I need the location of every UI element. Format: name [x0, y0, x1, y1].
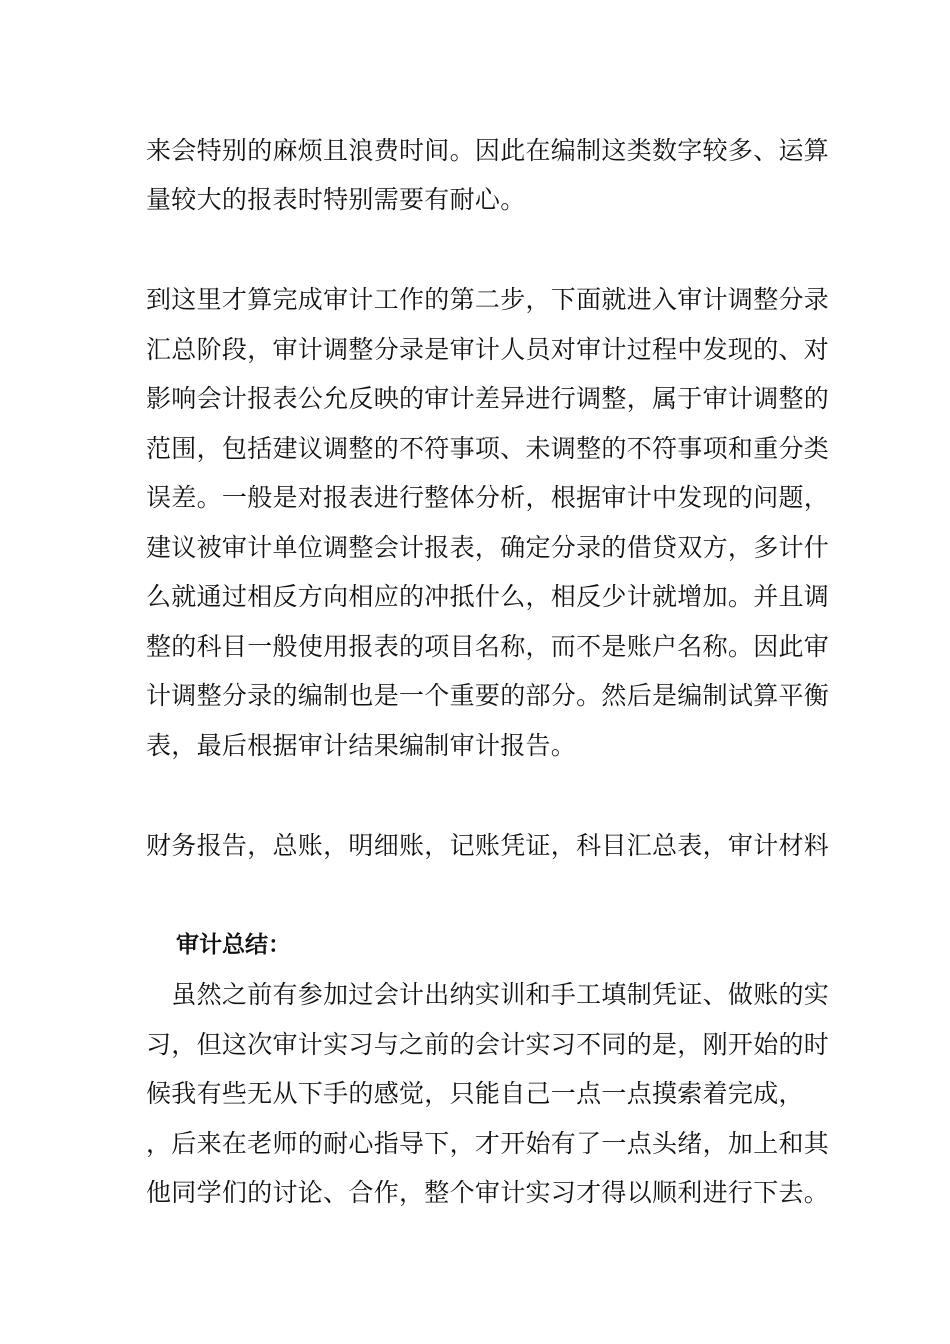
paragraph-2-line: 误差。一般是对报表进行整体分析，根据审计中发现的问题， — [146, 483, 830, 512]
paragraph-2-line: 影响会计报表公允反映的审计差异进行调整，属于审计调整的 — [146, 384, 830, 413]
paragraph-2-line: 汇总阶段，审计调整分录是审计人员对审计过程中发现的、对 — [146, 335, 830, 364]
paragraph-2-line: 计调整分录的编制也是一个重要的部分。然后是编制试算平衡 — [146, 681, 830, 710]
summary-line: 虽然之前有参加过会计出纳实训和手工填制凭证、做账的实 — [146, 980, 830, 1009]
paragraph-1-line: 量较大的报表时特别需要有耐心。 — [146, 185, 526, 214]
paragraph-2-line: 整的科目一般使用报表的项目名称，而不是账户名称。因此审 — [146, 632, 830, 661]
paragraph-2-line: 表，最后根据审计结果编制审计报告。 — [146, 731, 577, 760]
summary-line: 他同学们的讨论、合作，整个审计实习才得以顺利进行下去。 — [146, 1178, 830, 1207]
paragraph-2-line: 建议被审计单位调整会计报表，确定分录的借贷双方，多计什 — [146, 533, 830, 562]
summary-line: 候我有些无从下手的感觉，只能自己一点一点摸索着完成， — [146, 1079, 804, 1108]
summary-line: 习，但这次审计实习与之前的会计实习不同的是，刚开始的时 — [146, 1030, 830, 1059]
materials-list: 财务报告，总账，明细账，记账凭证，科目汇总表，审计材料 — [146, 831, 830, 860]
summary-heading: 审计总结： — [176, 931, 291, 958]
paragraph-2-line: 范围，包括建议调整的不符事项、未调整的不符事项和重分类 — [146, 434, 830, 463]
paragraph-2-line: 到这里才算完成审计工作的第二步，下面就进入审计调整分录 — [146, 285, 830, 314]
paragraph-2-line: 么就通过相反方向相应的冲抵什么，相反少计就增加。并且调 — [146, 582, 830, 611]
summary-line: ，后来在老师的耐心指导下，才开始有了一点头绪，加上和其 — [146, 1129, 830, 1158]
paragraph-1-line: 来会特别的麻烦且浪费时间。因此在编制这类数字较多、运算 — [146, 136, 830, 165]
